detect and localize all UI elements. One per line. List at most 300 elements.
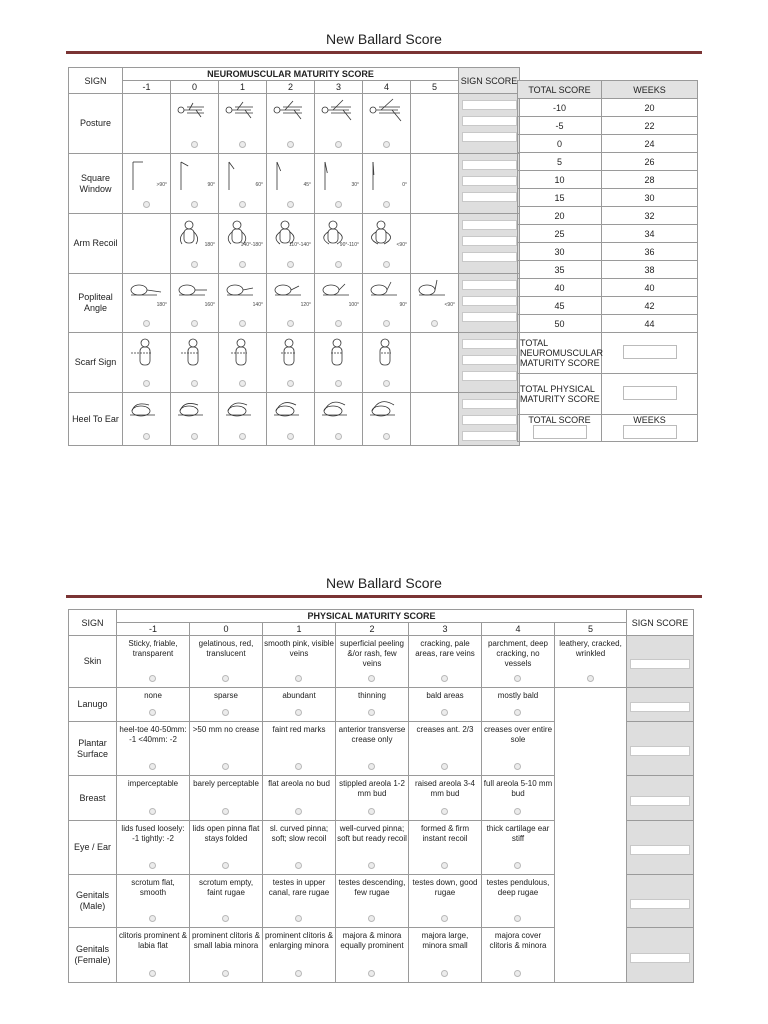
score-radio[interactable]: [222, 862, 229, 869]
pm-cell: [482, 821, 555, 875]
score-radio[interactable]: [441, 915, 448, 922]
nm-row: [69, 214, 520, 274]
pm-sign-header: SIGN: [69, 610, 117, 636]
score-radio[interactable]: [222, 709, 229, 716]
pm-cell: [409, 821, 482, 875]
sign-score-box[interactable]: [630, 702, 690, 712]
pm-cell-text: majora & minora equally prominent: [340, 931, 404, 950]
nm-cell: [315, 94, 363, 154]
nm-cell: [171, 154, 219, 214]
score-radio[interactable]: [368, 675, 375, 682]
pm-cell-text: testes pendulous, deep rugae: [486, 878, 550, 897]
pm-cell-text: scrotum flat, smooth: [131, 878, 175, 897]
posture-figure-icon: [175, 98, 215, 132]
pm-cell: [117, 928, 190, 983]
pm-cell: [336, 821, 409, 875]
nm-cell: [171, 333, 219, 393]
angle-label: 60°: [255, 182, 263, 188]
pm-col-1: 0: [190, 623, 263, 636]
posture-figure-icon: [367, 98, 407, 132]
nm-sign-header: SIGN: [69, 68, 123, 94]
mr-score: 5: [518, 153, 602, 171]
nm-row-label: Heel To Ear: [69, 393, 123, 446]
pm-cell: [409, 875, 482, 928]
pm-col-6: 5: [555, 623, 627, 636]
nm-cell: [363, 274, 411, 333]
sign-score-box[interactable]: [462, 236, 517, 246]
sign-score-box[interactable]: [630, 659, 690, 669]
nm-cell: [363, 333, 411, 393]
pm-cell-text: mostly bald: [497, 691, 539, 700]
pm-cell-text: full areola 5-10 mm bud: [483, 779, 553, 798]
nm-cell: [171, 393, 219, 446]
sign-score-box[interactable]: [462, 100, 517, 110]
nm-cell: [411, 154, 459, 214]
nm-cell: [123, 94, 171, 154]
pm-cell: [190, 776, 263, 821]
pm-sign-score-cell: [627, 688, 694, 722]
score-radio[interactable]: [368, 808, 375, 815]
nm-cell: [219, 333, 267, 393]
score-radio[interactable]: [383, 201, 390, 208]
sign-score-box[interactable]: [462, 355, 517, 365]
nm-cell: [411, 214, 459, 274]
mr-weeks: 22: [602, 117, 698, 135]
sign-score-box[interactable]: [630, 953, 690, 963]
nm-col-0: -1: [123, 81, 171, 94]
pm-row-label: Eye / Ear: [69, 821, 117, 875]
pm-cell: [482, 875, 555, 928]
nm-sign-score-header: SIGN SCORE: [459, 68, 520, 94]
mr-row: [518, 135, 698, 153]
score-radio[interactable]: [368, 709, 375, 716]
score-radio[interactable]: [441, 763, 448, 770]
score-radio[interactable]: [143, 433, 150, 440]
mr-row: [518, 117, 698, 135]
sign-score-box[interactable]: [462, 192, 517, 202]
score-radio[interactable]: [239, 261, 246, 268]
sign-score-box[interactable]: [462, 176, 517, 186]
score-radio[interactable]: [514, 808, 521, 815]
nm-cell: [267, 274, 315, 333]
score-radio[interactable]: [335, 380, 342, 387]
score-radio[interactable]: [295, 915, 302, 922]
nm-cell: [363, 154, 411, 214]
score-radio[interactable]: [149, 763, 156, 770]
pm-cell-text: flat areola no bud: [268, 779, 330, 788]
nm-cell: [363, 214, 411, 274]
pm-cell-text: formed & firm instant recoil: [420, 824, 469, 843]
score-radio[interactable]: [239, 433, 246, 440]
nm-score-header: NEUROMUSCULAR MATURITY SCORE: [123, 68, 459, 81]
pm-col-4: 3: [409, 623, 482, 636]
pm-sign-score-cell: [627, 875, 694, 928]
mr-weeks: 44: [602, 315, 698, 333]
pm-cell-text: testes descending, few rugae: [338, 878, 406, 897]
sign-score-box[interactable]: [462, 399, 517, 409]
sign-score-box[interactable]: [462, 415, 517, 425]
mr-score: 25: [518, 225, 602, 243]
sign-score-box[interactable]: [462, 371, 517, 381]
pm-cell: [263, 875, 336, 928]
score-radio[interactable]: [222, 763, 229, 770]
mr-row: [518, 207, 698, 225]
mr-row: [518, 189, 698, 207]
score-radio[interactable]: [143, 201, 150, 208]
pm-cell-text: prominent clitoris & small labia minora: [191, 931, 261, 950]
pm-cell: [190, 722, 263, 776]
pm-cell: [409, 688, 482, 722]
nm-cell: [171, 274, 219, 333]
pm-cell: [117, 776, 190, 821]
score-radio[interactable]: [383, 433, 390, 440]
nm-cell: [267, 214, 315, 274]
score-radio[interactable]: [149, 915, 156, 922]
pm-cell: [409, 928, 482, 983]
angle-label: 180°: [204, 242, 215, 248]
nm-cell: [219, 274, 267, 333]
weeks-input[interactable]: [623, 425, 677, 439]
heel-figure-icon: [223, 397, 263, 431]
score-radio[interactable]: [191, 201, 198, 208]
nm-sign-score-cell: [459, 274, 520, 333]
score-radio[interactable]: [368, 970, 375, 977]
nm-col-3: 2: [267, 81, 315, 94]
score-radio[interactable]: [239, 320, 246, 327]
score-radio[interactable]: [149, 808, 156, 815]
mr-weeks: 30: [602, 189, 698, 207]
mr-weeks: 20: [602, 99, 698, 117]
angle-label: 90°: [399, 302, 407, 308]
score-radio[interactable]: [191, 433, 198, 440]
nm-col-4: 3: [315, 81, 363, 94]
posture-figure-icon: [319, 98, 359, 132]
score-radio[interactable]: [287, 261, 294, 268]
angle-label: 140°: [252, 302, 263, 308]
pm-cell-text: thick cartilage ear stiff: [486, 824, 550, 843]
nm-row: [69, 393, 520, 446]
page-title-top: New Ballard Score: [326, 31, 442, 47]
pm-cell: [263, 821, 336, 875]
sign-score-box[interactable]: [462, 132, 517, 142]
nm-cell: [315, 393, 363, 446]
score-radio[interactable]: [143, 320, 150, 327]
angle-label: 90°: [207, 182, 215, 188]
pm-cell-text: stippled areola 1-2 mm bud: [339, 779, 405, 798]
score-radio[interactable]: [368, 915, 375, 922]
pm-cell: [336, 875, 409, 928]
heel-figure-icon: [367, 397, 407, 431]
mr-footer-weeks: [602, 415, 698, 442]
score-radio[interactable]: [383, 261, 390, 268]
sign-score-box[interactable]: [462, 431, 517, 441]
sign-score-box[interactable]: [462, 252, 517, 262]
score-radio[interactable]: [295, 709, 302, 716]
nm-cell: [315, 214, 363, 274]
score-radio[interactable]: [335, 433, 342, 440]
pm-cell-text: raised areola 3-4 mm bud: [414, 779, 476, 798]
pm-cell: [190, 688, 263, 722]
pm-cell: [117, 875, 190, 928]
score-radio[interactable]: [149, 862, 156, 869]
pm-cell-text: Sticky, friable, transparent: [128, 639, 178, 658]
pm-cell-text: cracking, pale areas, rare veins: [415, 639, 475, 658]
score-radio[interactable]: [368, 862, 375, 869]
pm-cell-text: scrotum empty, faint rugae: [198, 878, 254, 897]
mr-row: [518, 99, 698, 117]
pm-sign-score-cell: [627, 776, 694, 821]
score-radio[interactable]: [514, 763, 521, 770]
mr-total-pm-row: [518, 374, 698, 415]
score-radio[interactable]: [441, 675, 448, 682]
nm-col-6: 5: [411, 81, 459, 94]
pm-cell-text: thinning: [357, 691, 387, 700]
pm-sign-score-cell: [627, 722, 694, 776]
mr-weeks: 38: [602, 261, 698, 279]
score-radio[interactable]: [149, 970, 156, 977]
pm-cell: [117, 821, 190, 875]
sign-score-box[interactable]: [630, 796, 690, 806]
score-radio[interactable]: [295, 970, 302, 977]
score-radio[interactable]: [383, 320, 390, 327]
pm-cell-text: clitoris prominent & labia flat: [118, 931, 188, 950]
nm-col-1: 0: [171, 81, 219, 94]
mr-weeks: 36: [602, 243, 698, 261]
neuromuscular-table: [68, 67, 520, 446]
pm-cell-text: superficial peeling &/or rash, few veins: [339, 639, 405, 668]
score-radio[interactable]: [149, 709, 156, 716]
nm-cell: [171, 214, 219, 274]
mr-weeks: 40: [602, 279, 698, 297]
score-radio[interactable]: [287, 380, 294, 387]
pm-cell: [409, 722, 482, 776]
pm-cell-text: prominent clitoris & enlarging minora: [264, 931, 334, 950]
mr-score: 10: [518, 171, 602, 189]
nm-col-5: 4: [363, 81, 411, 94]
sign-score-box[interactable]: [462, 160, 517, 170]
nm-cell: [411, 393, 459, 446]
pm-cell-text: sl. curved pinna; soft; slow recoil: [269, 824, 329, 843]
nm-cell: [123, 393, 171, 446]
scarf-figure-icon: [223, 337, 263, 371]
pm-cell: [117, 636, 190, 688]
score-radio[interactable]: [222, 915, 229, 922]
pm-sign-score-cell: [627, 821, 694, 875]
score-radio[interactable]: [295, 763, 302, 770]
score-radio[interactable]: [514, 675, 521, 682]
pm-cell-text: imperceptable: [127, 779, 179, 788]
mr-score: 15: [518, 189, 602, 207]
pm-cell: [336, 688, 409, 722]
mr-weeks: 26: [602, 153, 698, 171]
nm-cell: [315, 274, 363, 333]
score-radio[interactable]: [441, 709, 448, 716]
pm-cell: [117, 722, 190, 776]
pm-col-3: 2: [336, 623, 409, 636]
nm-row: [69, 274, 520, 333]
pm-row-label: Genitals (Female): [69, 928, 117, 983]
score-radio[interactable]: [441, 808, 448, 815]
nm-row-label: Square Window: [69, 154, 123, 214]
mr-row: [518, 279, 698, 297]
mr-score: 45: [518, 297, 602, 315]
angle-label: <90°: [396, 242, 407, 248]
pm-sign-score-header: SIGN SCORE: [627, 610, 694, 636]
total-score-input[interactable]: [533, 425, 587, 439]
posture-figure-icon: [271, 98, 311, 132]
pm-cell-text: heel-toe 40-50mm: -1 <40mm: -2: [119, 725, 187, 744]
nm-row: [69, 94, 520, 154]
pm-col-5: 4: [482, 623, 555, 636]
score-radio[interactable]: [222, 970, 229, 977]
score-radio[interactable]: [191, 141, 198, 148]
scarf-figure-icon: [271, 337, 311, 371]
sign-score-box[interactable]: [630, 899, 690, 909]
pm-cell: [482, 722, 555, 776]
score-radio[interactable]: [383, 141, 390, 148]
pm-cell: [336, 636, 409, 688]
pm-cell-text: faint red marks: [272, 725, 326, 734]
posture-figure-icon: [223, 98, 263, 132]
mr-score: 20: [518, 207, 602, 225]
angle-label: 140°-180°: [240, 242, 263, 248]
score-radio[interactable]: [287, 433, 294, 440]
score-radio[interactable]: [287, 201, 294, 208]
pm-cell-text: parchment, deep cracking, no vessels: [487, 639, 549, 668]
score-radio[interactable]: [514, 709, 521, 716]
nm-cell: [363, 94, 411, 154]
sign-score-box[interactable]: [462, 280, 517, 290]
total-neuromuscular-label: TOTAL NEUROMUSCULAR MATURITY SCORE: [518, 333, 602, 374]
score-radio[interactable]: [239, 380, 246, 387]
pm-cell-text: testes down, good rugae: [412, 878, 478, 897]
pm-cell: [409, 636, 482, 688]
score-radio[interactable]: [191, 380, 198, 387]
pm-cell-text: bald areas: [426, 691, 464, 700]
score-radio[interactable]: [295, 675, 302, 682]
pm-sign-score-cell: [627, 636, 694, 688]
score-radio[interactable]: [295, 862, 302, 869]
angle-label: 120°: [300, 302, 311, 308]
score-radio[interactable]: [191, 320, 198, 327]
score-radio[interactable]: [239, 201, 246, 208]
score-radio[interactable]: [383, 380, 390, 387]
mr-total-nm-row: [518, 333, 698, 374]
sign-score-box[interactable]: [462, 339, 517, 349]
title-rule-top: [66, 51, 702, 54]
nm-cell: [123, 333, 171, 393]
score-radio[interactable]: [441, 862, 448, 869]
mr-footer-row: [518, 415, 698, 442]
sign-score-box[interactable]: [462, 296, 517, 306]
nm-row-label: Popliteal Angle: [69, 274, 123, 333]
angle-label: 110°-140°: [289, 242, 311, 248]
pm-sign-score-cell: [627, 928, 694, 983]
pm-cell: [263, 636, 336, 688]
pm-empty-column: [555, 688, 627, 983]
angle-label: 0°: [402, 182, 407, 188]
pm-cell: [336, 928, 409, 983]
score-radio[interactable]: [368, 763, 375, 770]
nm-cell: [267, 94, 315, 154]
sign-score-box[interactable]: [462, 220, 517, 230]
mr-weeks: 24: [602, 135, 698, 153]
score-radio[interactable]: [222, 675, 229, 682]
mr-total-score-header: TOTAL SCORE: [518, 81, 602, 99]
heel-figure-icon: [175, 397, 215, 431]
pm-cell-text: majora large, minora small: [421, 931, 469, 950]
nm-cell: [267, 333, 315, 393]
pm-cell: [482, 776, 555, 821]
total-neuromuscular-input[interactable]: [623, 345, 677, 359]
score-radio[interactable]: [514, 915, 521, 922]
heel-figure-icon: [319, 397, 359, 431]
nm-row: [69, 154, 520, 214]
sign-score-box[interactable]: [630, 746, 690, 756]
pm-row-label: Lanugo: [69, 688, 117, 722]
score-radio[interactable]: [335, 201, 342, 208]
mr-row: [518, 225, 698, 243]
score-radio[interactable]: [191, 261, 198, 268]
score-radio[interactable]: [287, 320, 294, 327]
angle-label: 45°: [303, 182, 311, 188]
total-neuromuscular-cell: [602, 333, 698, 374]
pm-cell-text: leathery, cracked, wrinkled: [559, 639, 622, 658]
score-radio[interactable]: [239, 141, 246, 148]
angle-label: 100°: [348, 302, 359, 308]
pm-cell: [482, 636, 555, 688]
pm-cell: [190, 821, 263, 875]
pm-cell-text: abundant: [282, 691, 316, 700]
total-physical-input[interactable]: [623, 386, 677, 400]
pm-cell-text: smooth pink, visible veins: [264, 639, 334, 658]
pm-cell: [263, 776, 336, 821]
mr-score: 50: [518, 315, 602, 333]
pm-cell: [555, 636, 627, 688]
score-radio[interactable]: [295, 808, 302, 815]
score-radio[interactable]: [335, 141, 342, 148]
score-radio[interactable]: [441, 970, 448, 977]
nm-sign-score-cell: [459, 154, 520, 214]
score-radio[interactable]: [335, 261, 342, 268]
nm-cell: [411, 274, 459, 333]
score-radio[interactable]: [431, 320, 438, 327]
mr-row: [518, 261, 698, 279]
sign-score-box[interactable]: [462, 116, 517, 126]
sign-score-box[interactable]: [462, 312, 517, 322]
scarf-figure-icon: [367, 337, 407, 371]
nm-cell: [219, 214, 267, 274]
mr-weeks: 28: [602, 171, 698, 189]
score-radio[interactable]: [287, 141, 294, 148]
mr-weeks: 32: [602, 207, 698, 225]
pm-cell: [263, 688, 336, 722]
score-radio[interactable]: [143, 380, 150, 387]
score-radio[interactable]: [335, 320, 342, 327]
pm-cell: [190, 928, 263, 983]
pm-row: [69, 636, 694, 688]
mr-row: [518, 315, 698, 333]
nm-cell: [315, 154, 363, 214]
score-radio[interactable]: [514, 862, 521, 869]
score-radio[interactable]: [587, 675, 594, 682]
sign-score-box[interactable]: [630, 845, 690, 855]
pm-row-label: Skin: [69, 636, 117, 688]
total-physical-cell: [602, 374, 698, 415]
score-radio[interactable]: [222, 808, 229, 815]
score-radio[interactable]: [514, 970, 521, 977]
score-radio[interactable]: [149, 675, 156, 682]
